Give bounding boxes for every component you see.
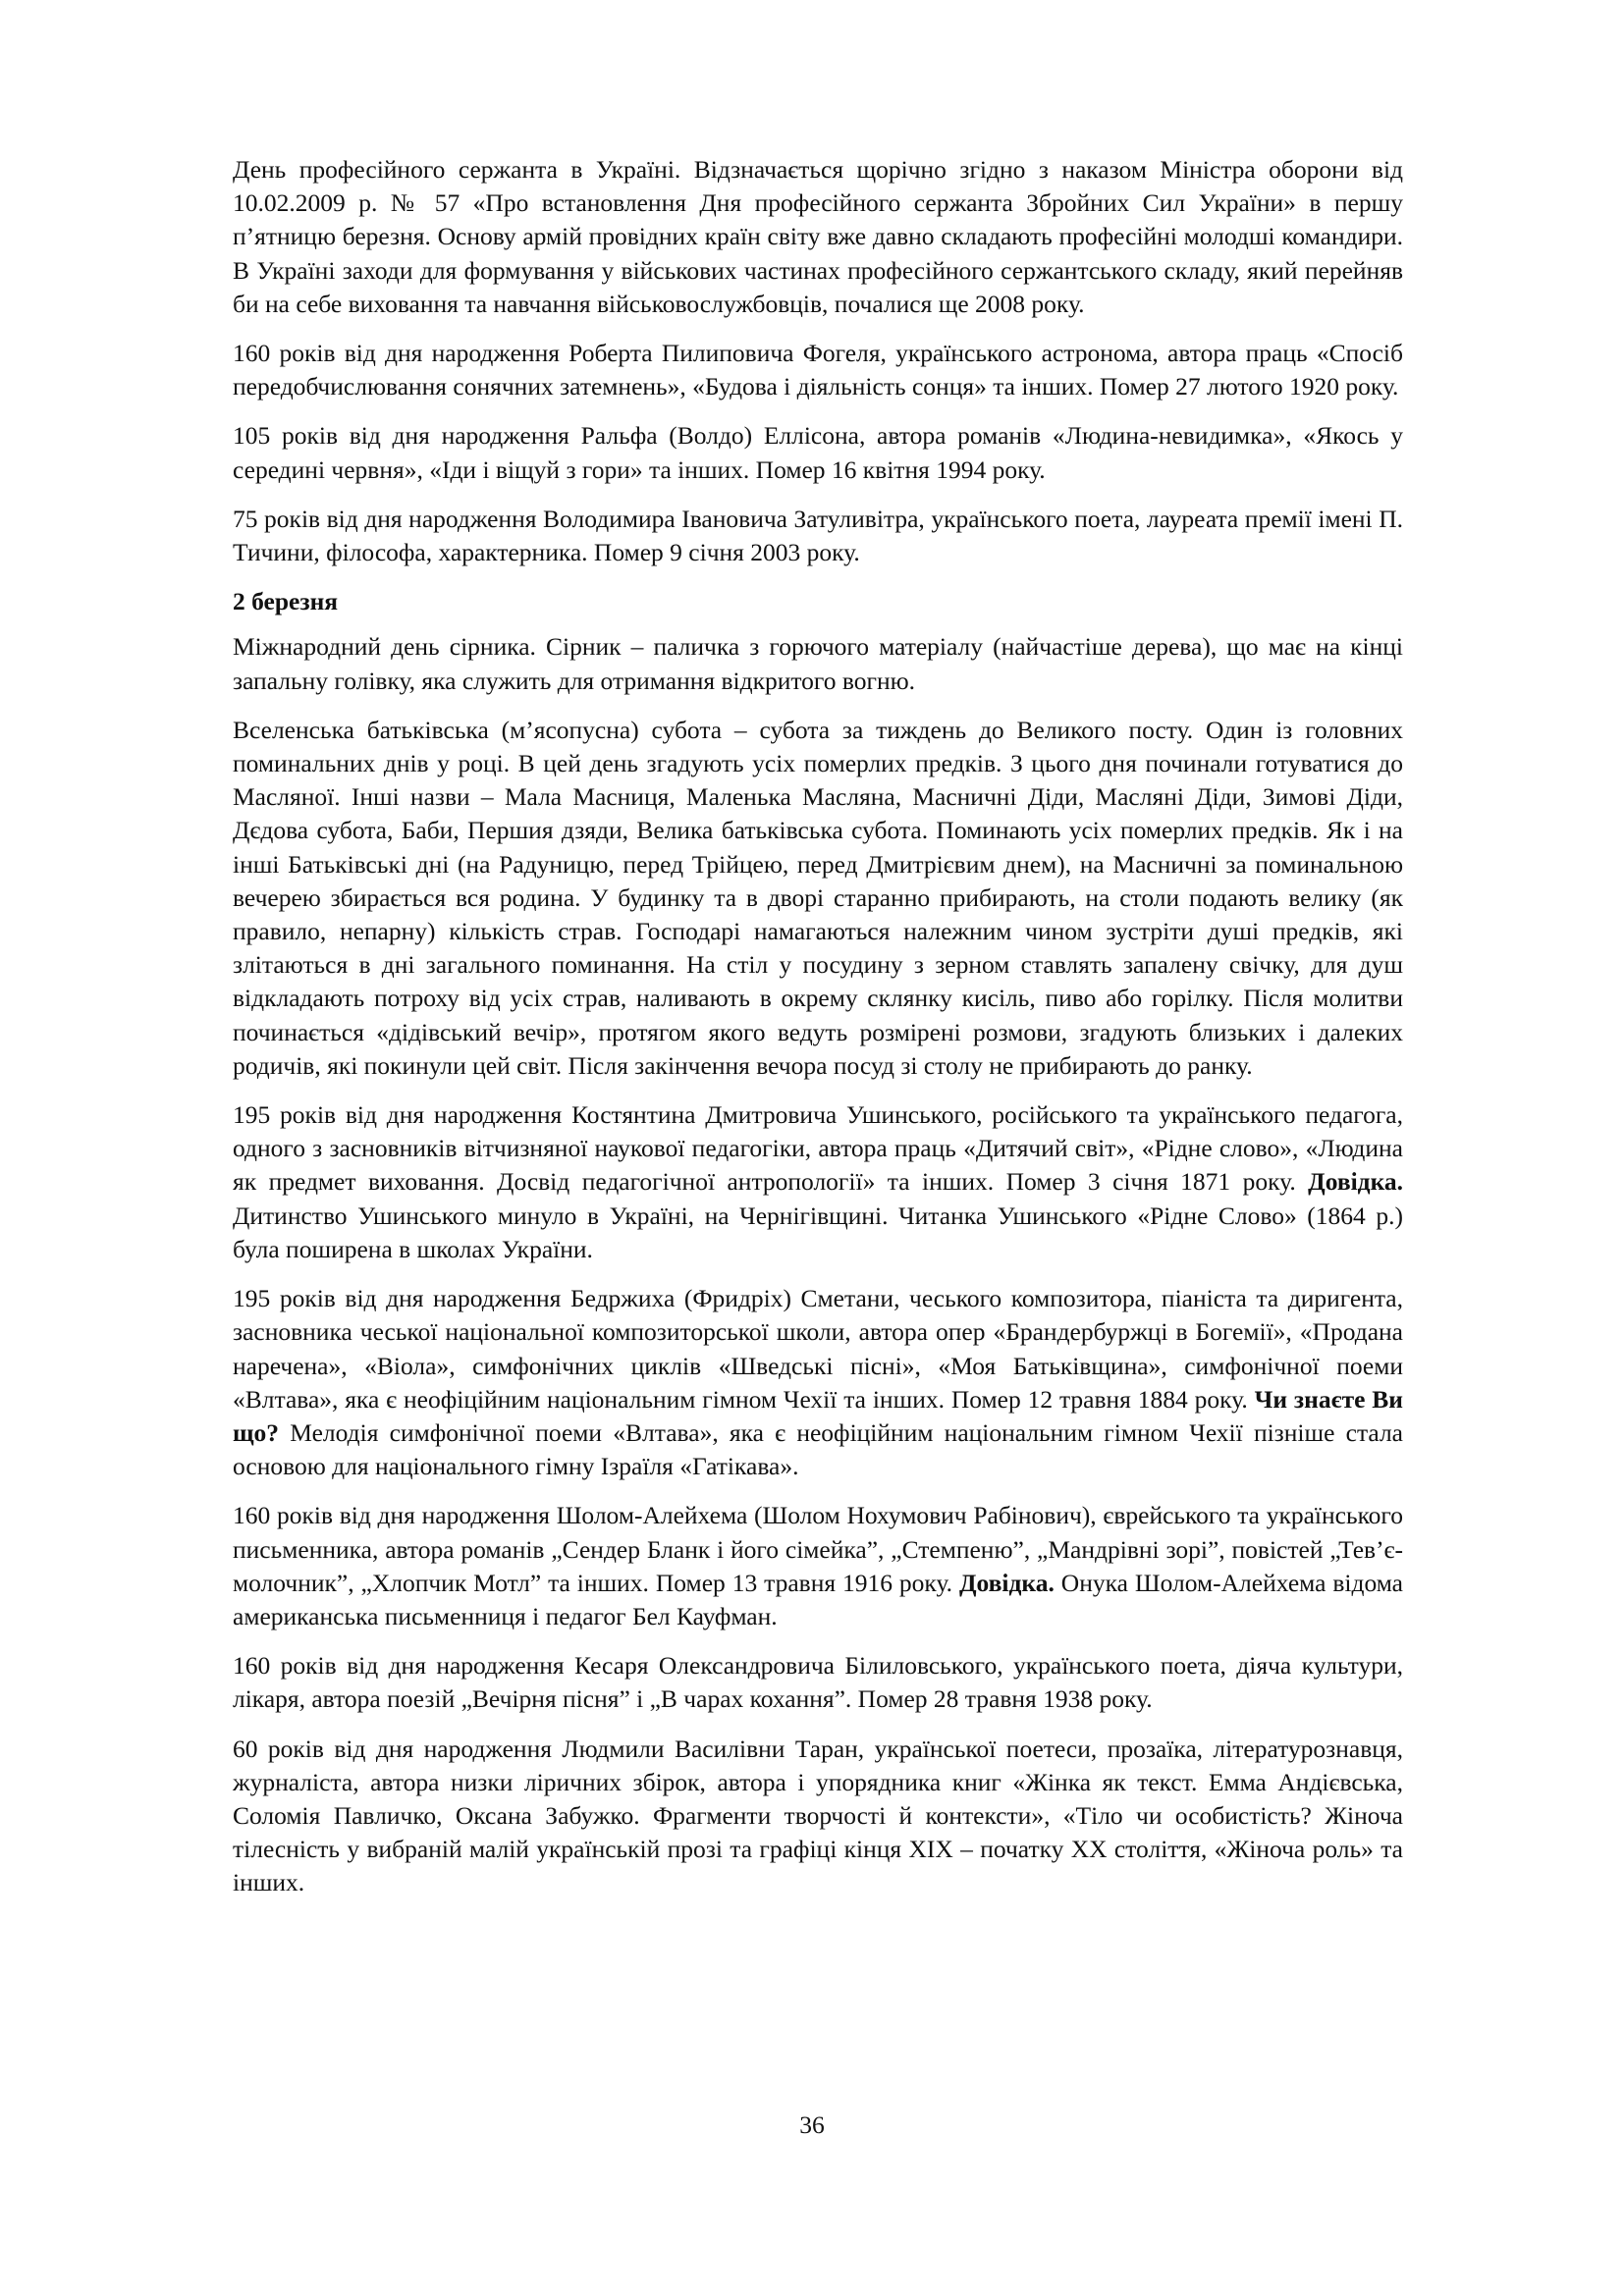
paragraph-vogel: 160 років від дня народження Роберта Пилиповича Фогеля, українського астронома, автора праць «Спосіб передобчислювання сонячних затемнень», «Будова і діяльність сонця» та інших. Помер 27 лютого 1920 року. <box>233 339 1403 401</box>
smetana-text: 195 років від дня народження Бедржиха (Фридріх) Сметани, чеського композитора, піаніста та диригента, засновника чеської національної композиторської школи, автора опер «Брандербуржці в Богемії», «Продана наречена», «Віола», симфонічних циклів «Шведські пісні», «Моя Батьківщина», симфонічної поеми «Влтава», яка є неофіційним національним гімном Чехії та інших. Помер 12 травня 1884 року. <box>233 1284 1403 1414</box>
paragraph-aleichem <box>233 1499 1403 1633</box>
paragraph-smetana <box>233 1282 1403 1483</box>
paragraph-bililovsky: 160 років від дня народження Кесаря Олександровича Білиловського, українського поета, діяча культури, лікаря, автора поезій „Вечірня пісня” і „В чарах кохання”. Помер 28 травня 1938 року. <box>233 1651 1403 1714</box>
paragraph-parents-saturday: Вселенська батьківська (м’ясопусна) субота – субота за тиждень до Великого посту. Один із головних поминальних днів у році. В цей день згадують усіх померлих предків. З цього дня починали готуватися до Масляної. Інші назви – Мала Масниця, Маленька Масляна, Масничні Діди, Масляні Діди, Зимові Діди, Дєдова субота, Баби, Першия дзяди, Велика батьківська субота. Поминають усіх померлих предків. Як і на інші Батьківські дні (на Радуницю, перед Трійцею, перед Дмитрієвим днем), на Масничні за поминальною вечерею збирається вся родина. У будинку та в дворі старанно прибирають, на столи подають велику (як правило, непарну) кількість страв. Господарі намагаються належним чином зустріти душі предків, які злітаються в дні загального поминання. На стіл у посудину з зерном ставлять запалену свічку, для душ відкладають потроху від усіх страв, наливають в окрему склянку кисіль, пиво або горілку. Після молитви починається «дідівський вечір», протягом якого ведуть розмірені розмови, згадують близьких і далеких родичів, які покинули цей світ. Після закінчення вечора посуд зі столу не прибирають до ранку. <box>233 715 1403 1080</box>
smetana-note-label: Чи знаєте Ви що? <box>233 1384 1403 1447</box>
page-number: 36 <box>799 2110 825 2139</box>
paragraph-match-day: Міжнародний день сірника. Сірник – паличка з горючого матеріалу (найчастіше дерева), що має на кінці запальну голівку, яка служить для отримання відкритого вогню. <box>233 632 1403 695</box>
aleichem-note-label: Довідка. <box>958 1568 1055 1597</box>
smetana-note-text: Мелодія симфонічної поеми «Влтава», яка є неофіційним національним гімном Чехії пізніше стала основою для національного гімну Ізраїля «Гатікава». <box>233 1417 1403 1481</box>
ushinsky-note-label: Довідка. <box>1308 1167 1404 1197</box>
paragraph-zatulyvitr: 75 років від дня народження Володимира Івановича Затуливітра, українського поета, лауреата премії імені П. Тичини, філософа, характерника. Помер 9 січня 2003 року. <box>233 504 1403 567</box>
paragraph-taran: 60 років від дня народження Людмили Василівни Таран, української поетеси, прозаїка, літературознавця, журналіста, автора низки ліричних збірок, автора і упорядника книг «Жінка як текст. Емма Андієвська, Соломія Павличко, Оксана Забужко. Фрагменти творчості й контексти», «Тіло чи особистість? Жіноча тілесність у вибраній малій українській прозі та графіці кінця ХІХ – початку ХХ століття, «Жіноча роль» та інших. <box>233 1734 1403 1897</box>
paragraph-ellison: 105 років від дня народження Ральфа (Волдо) Еллісона, автора романів «Людина-невидимка», «Якось у середині червня», «Іди і віщуй з гори» та інших. Помер 16 квітня 1994 року. <box>233 421 1403 484</box>
paragraph-ushinsky <box>233 1098 1403 1266</box>
ushinsky-text: 195 років від дня народження Костянтина Дмитровича Ушинського, російського та українського педагога, одного з засновників вітчизняної наукової педагогіки, автора праць «Дитячий світ», «Рідне слово», «Людина як предмет виховання. Досвід педагогічної антропології» та інших. Помер 3 січня 1871 року. <box>233 1100 1403 1197</box>
document-page <box>233 153 1403 1916</box>
date-heading: 2 березня <box>233 587 339 616</box>
paragraph-sergeant-day: День професійного сержанта в Україні. Відзначається щорічно згідно з наказом Міністра оборони від 10.02.2009 р. № 57 «Про встановлення Дня професійного сержанта Збройних Сил України» в першу п’ятницю березня. Основу армій провідних країн світу вже давно складають професійні молодші командири. В Україні заходи для формування у військових частинах професійного сержантського складу, який перейняв би на себе виховання та навчання військовослужбовців, почалися ще 2008 року. <box>233 155 1403 318</box>
aleichem-text: 160 років від дня народження Шолом-Алейхема (Шолом Нохумович Рабінович), єврейського та українського письменника, автора романів „Сендер Бланк і його сімейка”, „Стемпеню”, „Мандрівні зорі”, повістей „Тев’є-молочник”, „Хлопчик Мотл” та інших. Помер 13 травня 1916 року. <box>233 1501 1403 1597</box>
ushinsky-note-text: Дитинство Ушинського минуло в Україні, на Чернігівщині. Читанка Ушинського «Рідне Слово» (1864 р.) була поширена в школах України. <box>233 1201 1403 1263</box>
aleichem-note-text: Онука Шолом-Алейхема відома американська письменниця і педагог Бел Кауфман. <box>233 1568 1404 1630</box>
